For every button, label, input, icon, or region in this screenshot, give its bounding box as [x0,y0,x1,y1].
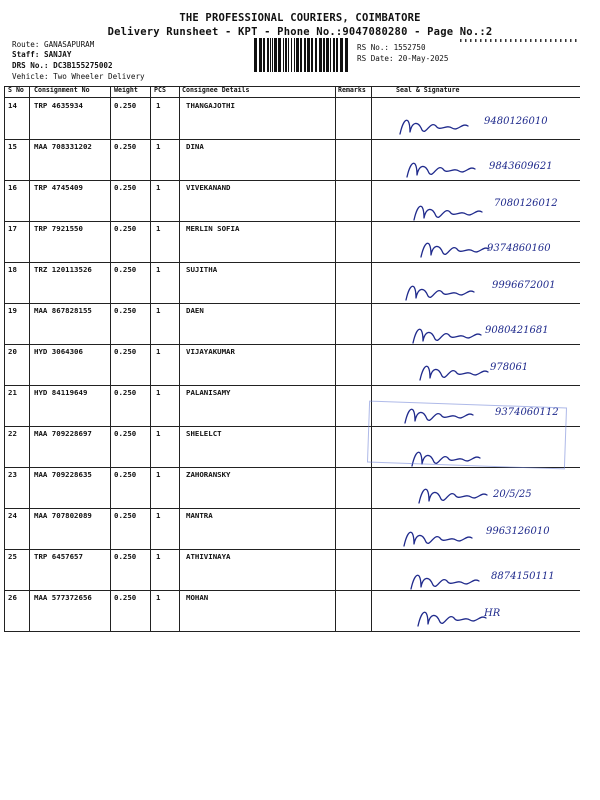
row-consignee-name: SUJITHA [186,265,218,274]
scan-dots-decoration [460,38,580,44]
table-row [4,262,580,303]
row-consignee-name: SHELELCT [186,429,222,438]
row-consignment-no: HYD 84119649 [34,388,88,397]
table-row [4,467,580,508]
row-sno: 26 [8,593,17,602]
row-sno: 21 [8,388,17,397]
row-pcs: 1 [156,142,161,151]
row-consignment-no: MAA 708331202 [34,142,92,151]
table-row [4,303,580,344]
handwritten-phone: 9996672001 [492,280,556,291]
row-weight: 0.250 [114,388,137,397]
row-weight: 0.250 [114,470,137,479]
row-consignee-name: DAEN [186,306,204,315]
rs-number: RS No.: 1552750 [357,43,426,52]
signature-scribble [396,112,486,142]
handwritten-phone: 9480126010 [484,116,548,127]
table-row [4,549,580,590]
table-row [4,221,580,262]
row-consignment-no: HYD 3064306 [34,347,83,356]
row-consignee-name: PALANISAMY [186,388,231,397]
handwritten-phone: 20/5/25 [493,489,532,500]
row-weight: 0.250 [114,552,137,561]
company-title: THE PROFESSIONAL COURIERS, COIMBATORE [179,12,421,24]
row-sno: 15 [8,142,17,151]
row-weight: 0.250 [114,183,137,192]
row-consignment-no: TRP 4745409 [34,183,83,192]
col-header-consignment: Consignment No [34,86,90,94]
col-header-weight: Weight [114,86,138,94]
row-weight: 0.250 [114,347,137,356]
row-consignee-name: ATHIVINAYA [186,552,231,561]
row-consignment-no: MAA 707802089 [34,511,92,520]
row-consignee-name: MOHAN [186,593,209,602]
row-consignment-no: TRP 6457657 [34,552,83,561]
row-consignee-name: VIVEKANAND [186,183,231,192]
row-consignment-no: TRP 4635934 [34,101,83,110]
row-pcs: 1 [156,388,161,397]
row-consignee-name: THANGAJOTHI [186,101,235,110]
row-pcs: 1 [156,552,161,561]
row-weight: 0.250 [114,265,137,274]
row-pcs: 1 [156,183,161,192]
row-weight: 0.250 [114,429,137,438]
row-weight: 0.250 [114,511,137,520]
table-row [4,508,580,549]
row-consignment-no: MAA 709228697 [34,429,92,438]
row-weight: 0.250 [114,306,137,315]
table-row [4,139,580,180]
row-pcs: 1 [156,593,161,602]
row-consignment-no: TRZ 120113526 [34,265,92,274]
table-row [4,180,580,221]
row-pcs: 1 [156,429,161,438]
row-weight: 0.250 [114,101,137,110]
row-sno: 25 [8,552,17,561]
handwritten-phone: 9963126010 [486,526,550,537]
col-header-remarks: Remarks [338,86,366,94]
handwritten-phone: 978061 [490,362,529,373]
handwritten-phone: 9843609621 [489,161,553,172]
row-pcs: 1 [156,224,161,233]
row-sno: 16 [8,183,17,192]
rs-date: RS Date: 20-May-2025 [357,54,449,63]
row-pcs: 1 [156,265,161,274]
drs-label: DRS No.: DC3B155275002 [12,61,113,70]
row-consignment-no: MAA 867828155 [34,306,92,315]
row-pcs: 1 [156,347,161,356]
row-consignee-name: MANTRA [186,511,213,520]
row-weight: 0.250 [114,142,137,151]
row-consignee-name: MERLIN SOFIA [186,224,240,233]
col-header-sno: S No [8,86,24,94]
row-sno: 22 [8,429,17,438]
vehicle-label: Vehicle: Two Wheeler Delivery [12,72,145,81]
handwritten-phone: 9374860160 [487,243,551,254]
table-row [4,98,580,139]
row-pcs: 1 [156,101,161,110]
row-sno: 23 [8,470,17,479]
row-consignment-no: MAA 577372656 [34,593,92,602]
row-pcs: 1 [156,511,161,520]
row-sno: 17 [8,224,17,233]
signature-scribble [415,481,505,511]
delivery-stamp [367,401,567,470]
row-consignment-no: MAA 709228635 [34,470,92,479]
row-consignee-name: VIJAYAKUMAR [186,347,235,356]
col-header-seal: Seal & Signature [396,86,460,94]
row-sno: 19 [8,306,17,315]
row-pcs: 1 [156,306,161,315]
row-pcs: 1 [156,470,161,479]
handwritten-phone: 9080421681 [485,325,549,336]
handwritten-phone: HR [484,608,501,619]
row-sno: 24 [8,511,17,520]
row-weight: 0.250 [114,593,137,602]
row-sno: 14 [8,101,17,110]
col-header-pcs: PCS [154,86,166,94]
staff-label: Staff: SANJAY [12,50,72,59]
handwritten-phone: 9374060112 [495,407,559,418]
runsheet-subtitle: Delivery Runsheet - KPT - Phone No.:9047080280 - Page No.:2 [107,26,493,38]
row-consignee-name: DINA [186,142,204,151]
table-row [4,344,580,385]
row-sno: 18 [8,265,17,274]
row-consignee-name: ZAHORANSKY [186,470,231,479]
barcode-icon [254,38,348,72]
handwritten-phone: 8874150111 [491,571,555,582]
row-weight: 0.250 [114,224,137,233]
table-row [4,590,580,631]
row-sno: 20 [8,347,17,356]
col-header-consignee: Consignee Details [182,86,250,94]
handwritten-phone: 7080126012 [494,198,558,209]
row-consignment-no: TRP 7921550 [34,224,83,233]
route-label: Route: GANASAPURAM [12,40,95,49]
